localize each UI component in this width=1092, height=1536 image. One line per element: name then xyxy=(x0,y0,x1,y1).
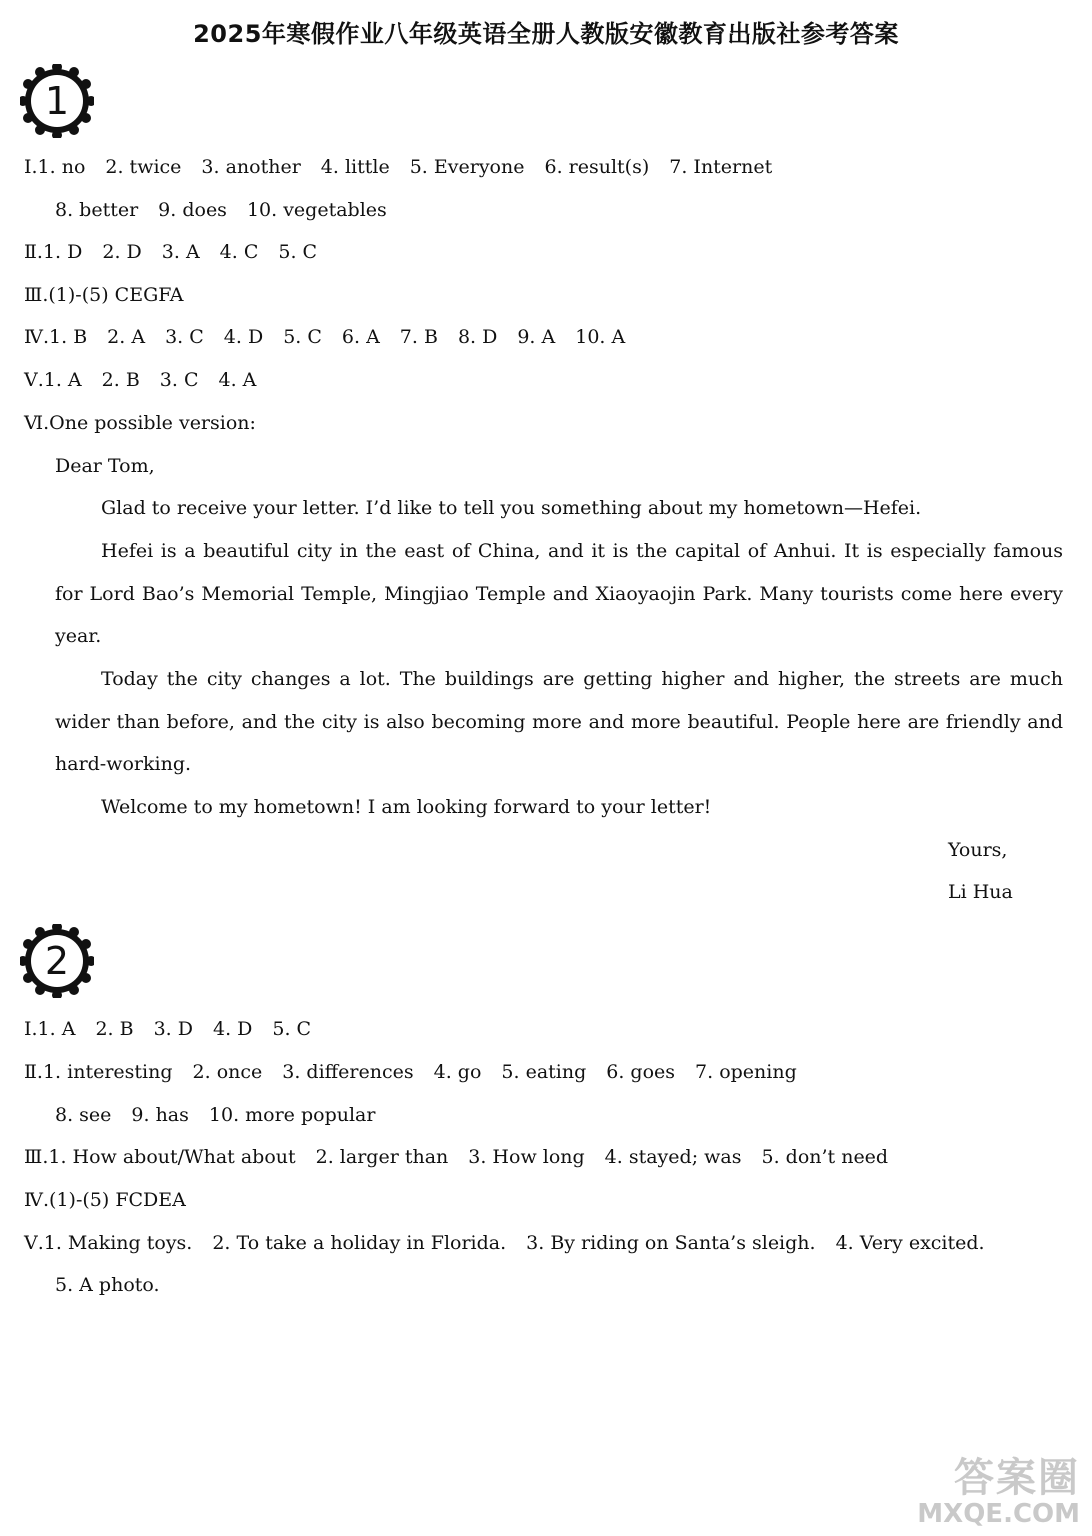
s2-IV-row: Ⅳ.(1)-(5) FCDEA xyxy=(24,1189,186,1211)
watermark-url: MXQE.COM xyxy=(917,1499,1080,1529)
section-1-badge xyxy=(20,64,94,138)
s1-III-row: Ⅲ.(1)-(5) CEGFA xyxy=(24,284,184,306)
s1-IV-row: Ⅳ.1. B 2. A 3. C 4. D 5. C 6. A 7. B 8. D 9. A 10. A xyxy=(24,326,626,348)
s1-V-row: Ⅴ.1. A 2. B 3. C 4. A xyxy=(24,369,257,391)
letter-paragraph-2: Hefei is a beautiful city in the east of China, and it is the capital of Anhui. It is especially famous for Lord Bao’s Memorial Temple, Mingjiao Temple and Xiaoyaojin Park. Many tourists come here every year. xyxy=(55,540,1063,648)
s1-I-row2: 8. better 9. does 10. vegetables xyxy=(55,199,387,221)
page-title: 2025年寒假作业八年级英语全册人教版安徽教育出版社参考答案 xyxy=(193,20,899,48)
section-number: 2 xyxy=(44,939,70,983)
s2-V-row2: 5. A photo. xyxy=(55,1274,160,1296)
section-number: 1 xyxy=(44,79,70,123)
s2-II-row1: Ⅱ.1. interesting 2. once 3. differences 4. go 5. eating 6. goes 7. opening xyxy=(24,1061,797,1083)
watermark-logo: 答案圈 xyxy=(954,1455,1080,1501)
s1-I-row1: Ⅰ.1. no 2. twice 3. another 4. little 5. Everyone 6. result(s) 7. Internet xyxy=(24,156,773,178)
letter-paragraph-4: Welcome to my hometown! I am looking forward to your letter! xyxy=(101,796,712,818)
letter-salutation: Dear Tom, xyxy=(55,455,155,477)
letter-signature: Li Hua xyxy=(948,881,1013,903)
s2-I-row: Ⅰ.1. A 2. B 3. D 4. D 5. C xyxy=(24,1018,312,1040)
s2-II-row2: 8. see 9. has 10. more popular xyxy=(55,1104,376,1126)
letter-paragraph-1: Glad to receive your letter. I’d like to tell you something about my hometown—Hefei. xyxy=(101,497,922,519)
s1-VI-intro: Ⅵ.One possible version: xyxy=(24,412,256,434)
s2-III-row: Ⅲ.1. How about/What about 2. larger than 3. How long 4. stayed; was 5. don’t need xyxy=(24,1146,889,1168)
letter-paragraph-3: Today the city changes a lot. The buildings are getting higher and higher, the streets are much wider than before, and the city is also becoming more and more beautiful. People here are friendly and hard-working. xyxy=(55,668,1063,776)
letter-closing: Yours, xyxy=(948,839,1008,861)
s2-V-row1: Ⅴ.1. Making toys. 2. To take a holiday in Florida. 3. By riding on Santa’s sleigh. 4. Very excited. xyxy=(24,1232,985,1254)
watermark xyxy=(917,1456,1080,1528)
s1-II-row: Ⅱ.1. D 2. D 3. A 4. C 5. C xyxy=(24,241,318,263)
section-2-badge xyxy=(20,924,94,998)
